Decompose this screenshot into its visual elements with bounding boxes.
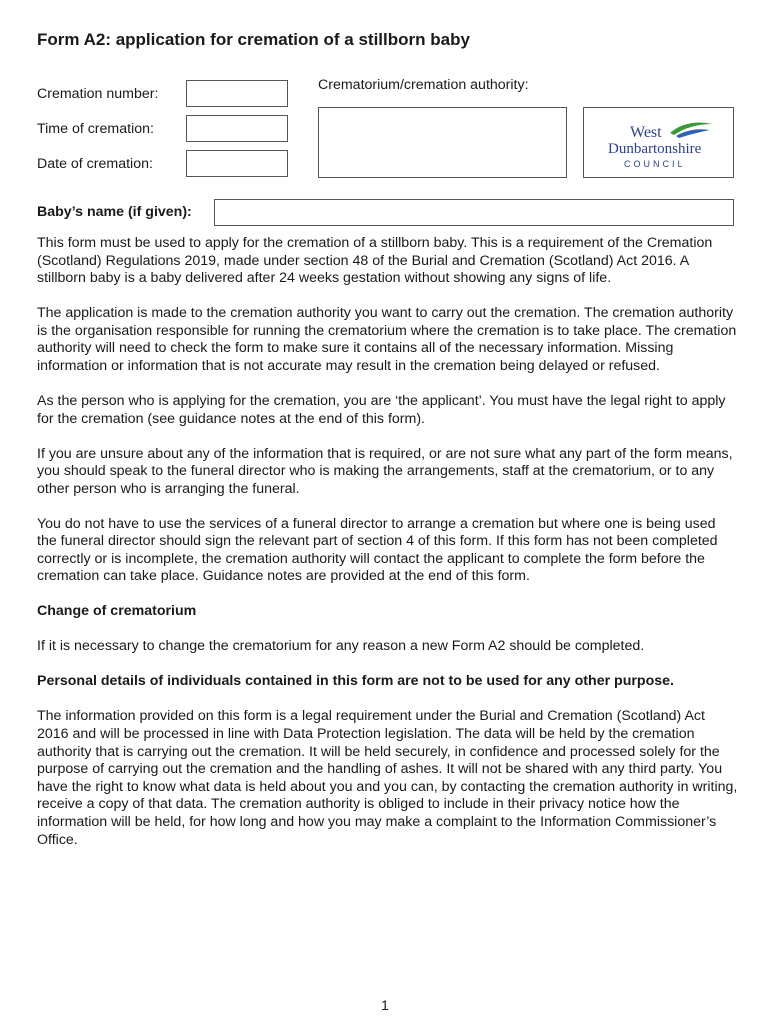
funeral-director-paragraph: You do not have to use the services of a funeral director to arrange a cremation but where one is being used the funeral director should sign the relevant part of section 4 of this form. If this form has not been completed correctly or is incomplete, the cremation authority will contact the applicant to complete the form before the cremation can take place. Guidance notes are provided at the end of this form.: [37, 515, 718, 585]
cremation-number-field[interactable]: [186, 80, 288, 107]
authority-paragraph: The application is made to the cremation authority you want to carry out the cremation. The cremation authority is the organisation responsible for running the crematorium where the cremation is to take place. The cremation authority will need to check the form to make sure it contains all of the necessary information. Missing information or information that is not accurate may result in the cremation being delayed or refused.: [37, 305, 737, 374]
crematorium-authority-label: Crematorium/cremation authority:: [318, 77, 529, 93]
baby-name-label: Baby’s name (if given):: [37, 204, 192, 220]
personal-details-notice: Personal details of individuals contained in this form are not to be used for any other purpose.: [37, 673, 674, 690]
cremation-number-label: Cremation number:: [37, 86, 159, 102]
page-title: Form A2: application for cremation of a stillborn baby: [37, 30, 470, 49]
data-protection-paragraph: The information provided on this form is a legal requirement under the Burial and Cremation (Scotland) Act 2016 and will be processed in line with Data Protection legislation. The data will be held by the cremation authority that is carrying out the cremation. It will be held securely, in confidence and processed solely for the purpose of carrying out the cremation and the handling of ashes. It will not be shared with any third party. You have the right to know what data is held about you and you can, by contacting the cremation authority in writing, receive a copy of that data. The cremation authority is obliged to include in their privacy notice how the information will be held, for how long and how you may make a complaint to the Information Commissioner’s Office.: [37, 708, 738, 848]
council-logo: [583, 107, 734, 178]
change-crematorium-text: If it is necessary to change the crematorium for any reason a new Form A2 should be completed.: [37, 638, 645, 655]
crematorium-authority-field[interactable]: [318, 107, 567, 178]
date-of-cremation-field[interactable]: [186, 150, 288, 177]
date-of-cremation-label: Date of cremation:: [37, 156, 153, 172]
time-of-cremation-field[interactable]: [186, 115, 288, 142]
logo-line-council: COUNCIL: [624, 159, 686, 169]
baby-name-field[interactable]: [214, 199, 734, 226]
council-logo-image: [584, 108, 733, 177]
form-body: [37, 235, 739, 867]
time-of-cremation-label: Time of cremation:: [37, 121, 154, 137]
change-crematorium-heading: Change of crematorium: [37, 603, 197, 620]
unsure-paragraph: If you are unsure about any of the information that is required, or are not sure what any part of the form means, you should speak to the funeral director who is making the arrangements, staff at the crematorium, or to any other person who is arranging the funeral.: [37, 445, 733, 497]
logo-line-west: West: [630, 124, 662, 141]
intro-paragraph: This form must be used to apply for the cremation of a stillborn baby. This is a requirement of the Cremation (Scotland) Regulations 2019, made under section 48 of the Burial and Cremation (Scotland) Act 2016. A stillborn baby is a baby delivered after 24 weeks gestation without showing any signs of life.: [37, 235, 713, 287]
logo-line-dunbartonshire: Dunbartonshire: [608, 141, 702, 157]
applicant-paragraph: As the person who is applying for the cremation, you are ‘the applicant’. You must have the legal right to apply for the cremation (see guidance notes at the end of this form).: [37, 392, 726, 427]
page-number: 1: [381, 998, 389, 1014]
